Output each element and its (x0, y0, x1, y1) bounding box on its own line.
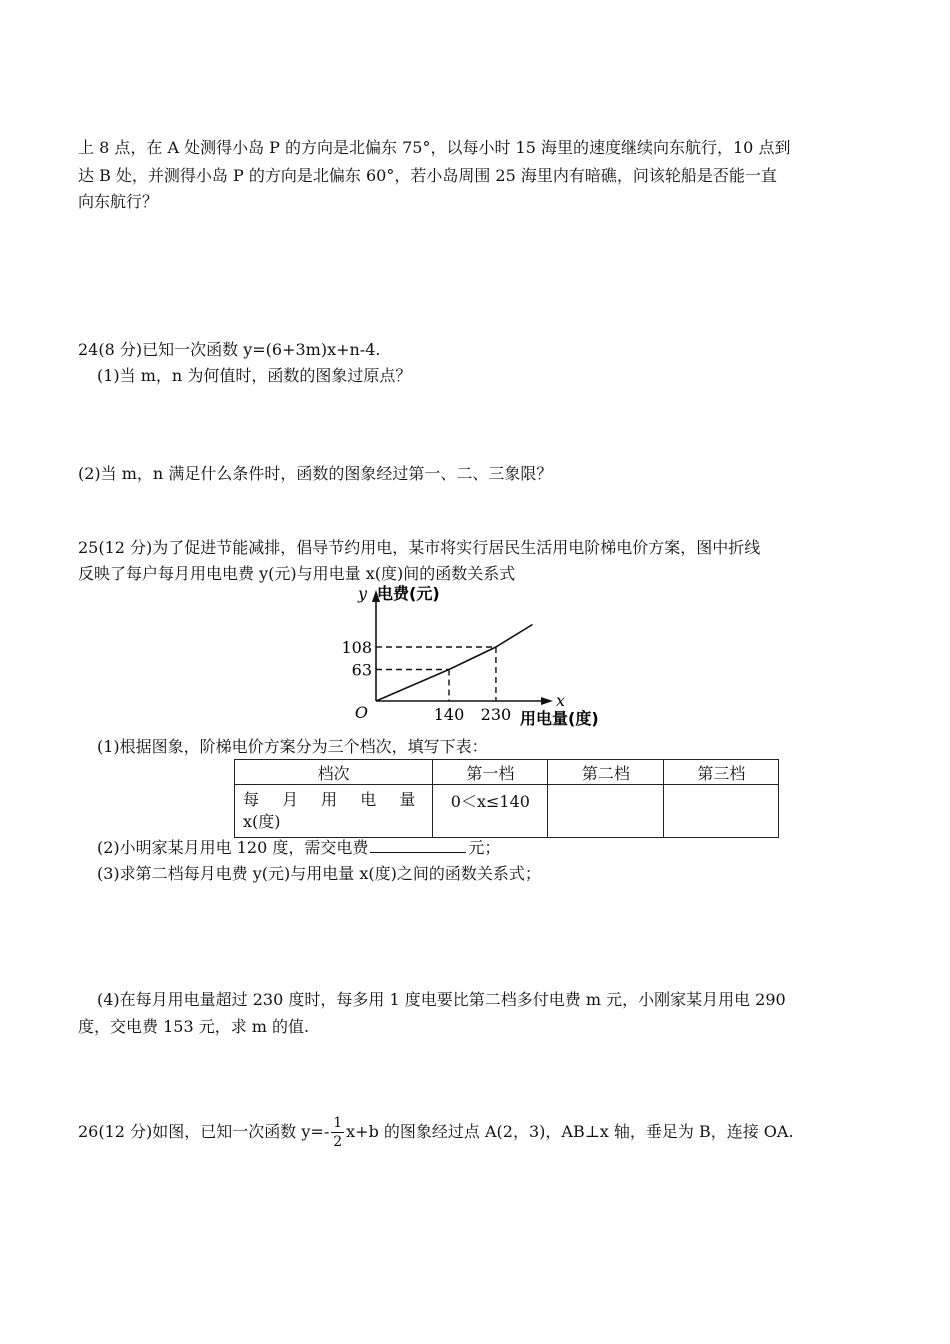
q25-part-3: (3)求第二档每月电费 y(元)与用电量 x(度)之间的函数关系式； (97, 864, 541, 883)
q23-line-1: 上 8 点，在 A 处测得小岛 P 的方向是北偏东 75°，以每小时 15 海里的速度继续向东航行，10 点到 (78, 138, 791, 157)
fraction-denominator: 2 (333, 1134, 343, 1150)
q26-statement (78, 1110, 794, 1154)
graph-labels (341, 584, 598, 728)
q25-part-4-line-1: (4)在每月用电量超过 230 度时，每多用 1 度电要比第二档多付电费 m 元，小刚家某月用电 290 (97, 990, 786, 1009)
x-axis-title: 用电量(度) (520, 709, 599, 728)
header-tier-1: 第一档 (433, 760, 548, 785)
y-tick-label-108: 108 (341, 638, 372, 657)
fraction-one-half (331, 1114, 344, 1151)
x-tick-label-230: 230 (480, 705, 512, 724)
q25-part-1: (1)根据图象，阶梯电价方案分为三个档次，填写下表： (97, 737, 488, 756)
x-tick-label-140: 140 (433, 705, 465, 724)
q23-line-2: 达 B 处，并测得小岛 P 的方向是北偏东 60°，若小岛周围 25 海里内有暗礁，问该轮船是否能一直 (78, 166, 777, 185)
q26-text-after: x+b 的图象经过点 A(2，3)，AB⊥x 轴，垂足为 B，连接 OA. (346, 1122, 794, 1141)
q25-part-2-unit: 元； (468, 838, 501, 857)
y-variable-label: y (357, 584, 367, 603)
q24-part-1: (1)当 m，n 为何值时，函数的图象过原点？ (97, 366, 412, 385)
usage-row-label (235, 785, 433, 838)
q25-part-2-text: (2)小明家某月用电 120 度，需交电费 (97, 838, 369, 857)
y-tick-label-63: 63 (351, 660, 372, 680)
usage-row-label-line-1: 每 月 用 电 量 (243, 790, 425, 809)
fee-answer-blank[interactable] (370, 838, 466, 853)
tier-3-range-blank[interactable] (664, 785, 779, 838)
tier-table-usage-row (235, 785, 779, 838)
tier-1-range: 0＜x≤140 (433, 785, 548, 838)
usage-row-label-line-2: x(度) (243, 812, 281, 831)
q25-part-2 (97, 838, 500, 858)
fraction-numerator: 1 (333, 1115, 343, 1131)
x-variable-label: x (556, 691, 566, 710)
q24-title: 24(8 分)已知一次函数 y=(6+3m)x+n-4. (78, 340, 381, 359)
q25-intro-2: 反映了每户每月用电电费 y(元)与用电量 x(度)间的函数关系式 (78, 564, 516, 583)
header-tier: 档次 (235, 760, 433, 785)
q26-text-before: 26(12 分)如图，已知一次函数 y=- (78, 1122, 330, 1141)
header-tier-2: 第二档 (548, 760, 664, 785)
header-tier-3: 第三档 (664, 760, 779, 785)
origin-label: O (354, 703, 368, 722)
fee-polyline (376, 625, 533, 702)
q25-intro-1: 25(12 分)为了促进节能减排，倡导节约用电，某市将实行居民生活用电阶梯电价方案，图中折线 (78, 538, 761, 557)
tier-table-header-row (235, 760, 779, 785)
tier-2-range-blank[interactable] (548, 785, 664, 838)
q25-part-4-line-2: 度，交电费 153 元，求 m 的值. (78, 1017, 310, 1036)
q23-line-3: 向东航行？ (78, 192, 159, 211)
x-axis-arrow (541, 697, 553, 705)
tier-table (234, 759, 779, 838)
y-axis-title: 电费(元) (377, 584, 440, 603)
q24-part-2: (2)当 m，n 满足什么条件时，函数的图象经过第一、二、三象限？ (78, 464, 553, 483)
